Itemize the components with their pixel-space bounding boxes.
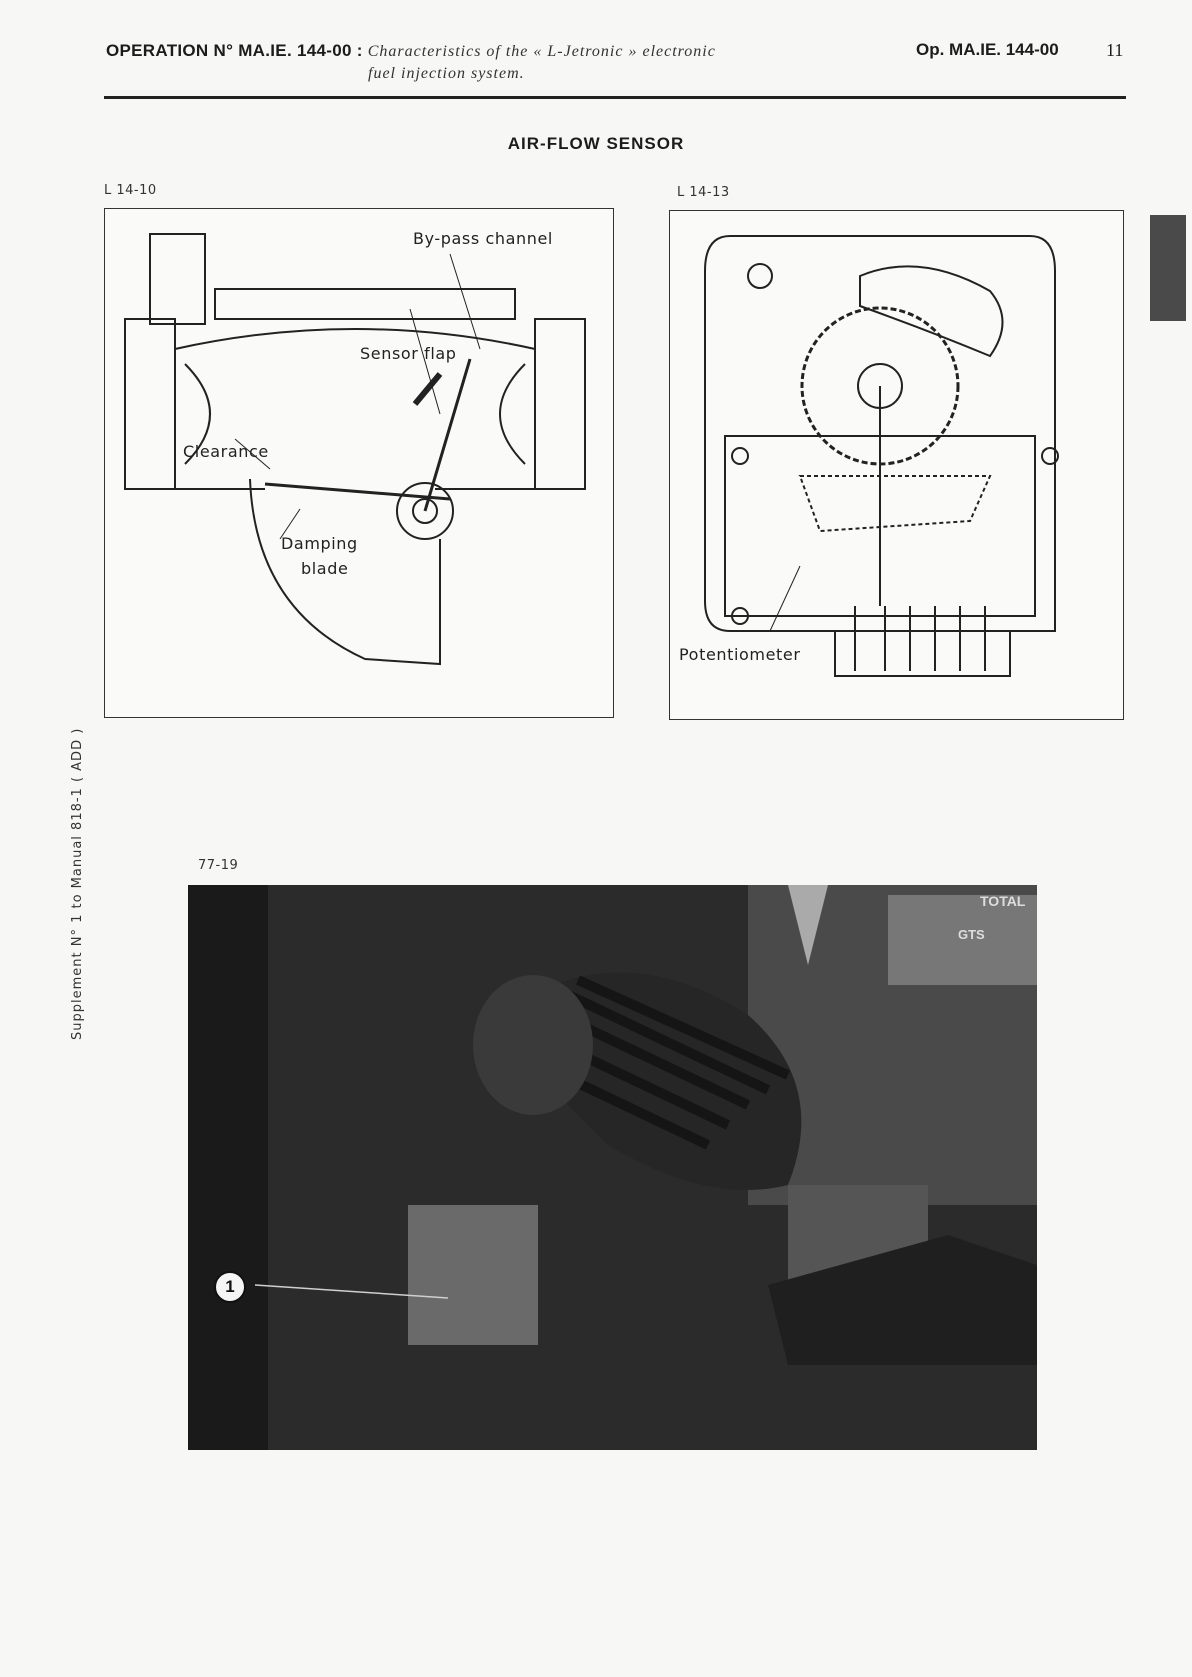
photo-badge-total: TOTAL [980, 893, 1026, 909]
section-title: AIR-FLOW SENSOR [507, 134, 685, 153]
margin-tab [1150, 215, 1186, 321]
callout-bypass-channel: By-pass channel [413, 229, 553, 248]
engine-bay-illustration [188, 885, 1037, 1450]
operation-reference: Op. MA.IE. 144-00 [916, 40, 1059, 59]
header-divider [104, 96, 1126, 99]
callout-damping-line1: Damping [281, 534, 358, 553]
upper-duct-wall [175, 329, 535, 349]
flap-arm-cover [860, 266, 1003, 356]
connector-block [835, 631, 1010, 676]
bypass-channel [215, 289, 515, 319]
side-reference-text: Supplement N° 1 to Manual 818-1 ( ADD ) [70, 727, 85, 1040]
operation-subtitle-line2: fuel injection system. [368, 65, 525, 82]
page-header-title [106, 40, 866, 85]
operation-subtitle: Characteristics of the « L-Jetronic » electronic [367, 43, 716, 60]
callout-clearance: Clearance [183, 442, 269, 461]
photo-marker-1: 1 [214, 1271, 246, 1303]
callout-potentiometer: Potentiometer [679, 645, 801, 664]
resistor-track [800, 476, 990, 531]
cross-section-drawing [105, 209, 612, 716]
operation-number: OPERATION N° MA.IE. 144-00 : [106, 41, 363, 60]
inlet-flange-left [125, 319, 175, 489]
air-flow-sensor-body [408, 1205, 538, 1345]
callout-damping-line2: blade [301, 559, 349, 578]
page-number: 11 [1106, 40, 1124, 60]
outlet-flange-right [535, 319, 585, 489]
figure-right-label: L 14-13 [677, 185, 730, 200]
photo-badge-gts: GTS [958, 927, 985, 942]
airflow-sensor-cross-section [104, 208, 614, 718]
hose-clamp [473, 975, 593, 1115]
figure-left-label: L 14-10 [104, 183, 157, 198]
engine-bay-photo [188, 885, 1037, 1450]
damping-blade-line [265, 484, 450, 499]
photo-label: 77-19 [198, 858, 239, 873]
outlet-lens [500, 364, 525, 464]
adjust-screw-housing [150, 234, 205, 324]
callout-sensor-flap: Sensor flap [360, 344, 457, 363]
potentiometer-drawing [669, 210, 1124, 720]
potentiometer-svg [670, 211, 1122, 718]
